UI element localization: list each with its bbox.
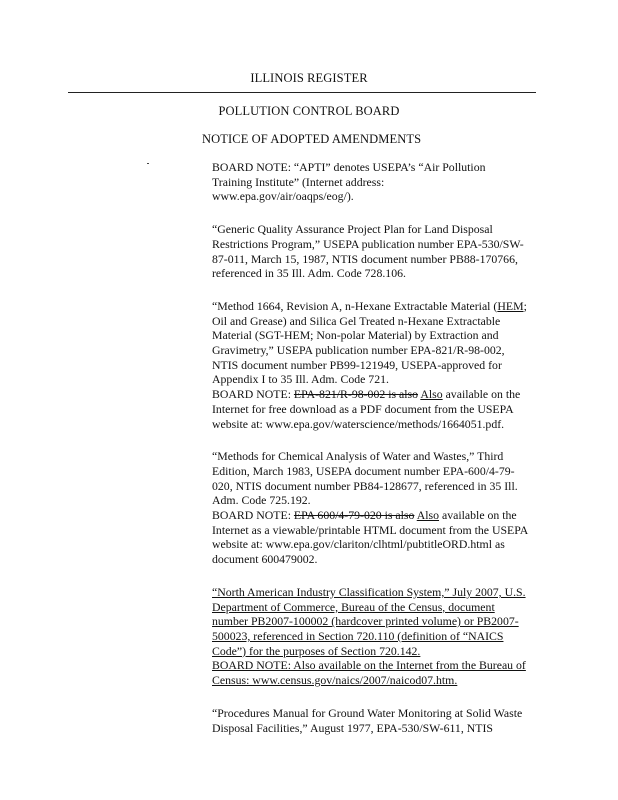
underlined-text: Also (420, 387, 443, 402)
underlined-text: Also (416, 508, 440, 523)
text-line (212, 252, 542, 267)
text-segment: Restrictions Program,” USEPA publication number EPA-530/SW- (212, 236, 524, 251)
paragraph (212, 160, 542, 204)
text-line (212, 706, 542, 721)
underlined-text: “North American Industry Classification System,” July 2007, U.S. (212, 584, 526, 599)
text-line (212, 387, 542, 402)
notice-title: NOTICE OF ADOPTED AMENDMENTS (202, 132, 422, 146)
text-segment: BOARD NOTE: (212, 508, 294, 523)
text-line (212, 449, 542, 464)
text-segment: “Method 1664, Revision A, n-Hexane Extractable Material ( (212, 298, 498, 313)
text-line (212, 237, 542, 252)
text-line (212, 328, 542, 343)
margin-mark (147, 163, 149, 164)
text-segment: Material (SGT-HEM; Non-polar Material) by Extraction and (212, 328, 499, 343)
underlined-text: BOARD NOTE: (212, 658, 291, 673)
board-title: POLLUTION CONTROL BOARD (218, 104, 400, 118)
text-line (212, 644, 542, 659)
header-rule (68, 92, 536, 93)
text-segment: BOARD NOTE: (212, 387, 294, 402)
struck-text: EPA 600/4-79-020 is also (293, 508, 415, 523)
text-segment: Internet for free download as a PDF document from the USEPA (212, 401, 514, 416)
text-line (212, 222, 542, 237)
text-line (212, 600, 542, 615)
text-segment: website at: www.epa.gov/clariton/clhtml/pubtitleORD.html as (212, 537, 505, 552)
underlined-text: HEM (497, 298, 524, 313)
underlined-text: Code”) for the purposes of Section 720.142. (212, 643, 421, 658)
text-segment: “Procedures Manual for Ground Water Monitoring at Solid Waste (212, 705, 523, 720)
text-line (212, 673, 542, 688)
text-segment: Oil and Grease) and Silica Gel Treated n-Hexane Extractable (212, 313, 501, 328)
text-segment: available on the (442, 387, 521, 402)
text-segment: www.epa.gov/air/oaqps/eog/). (212, 189, 354, 204)
text-segment: “Generic Quality Assurance Project Plan for Land Disposal (212, 222, 493, 237)
text-segment: 020, NTIS document number PB84-128677, referenced in 35 Ill. (212, 478, 518, 493)
text-line (212, 552, 542, 567)
text-line (212, 402, 542, 417)
underlined-text: Department of Commerce, Bureau of the Census, document (212, 599, 495, 614)
underlined-text: 500023, referenced in Section 720.110 (definition of “NAICS (212, 628, 504, 643)
text-segment: Edition, March 1983, USEPA document number EPA-600/4-79- (212, 463, 515, 478)
text-segment: Adm. Code 725.192. (212, 493, 311, 508)
text-line (212, 372, 542, 387)
text-line (212, 175, 542, 190)
paragraph (212, 449, 542, 567)
text-segment: ; (523, 298, 527, 313)
text-segment: 87-011, March 15, 1987, NTIS document number PB88-170766, (212, 251, 518, 266)
text-line (212, 479, 542, 494)
underlined-text: number PB2007-100002 (hardcover printed volume) or PB2007- (212, 614, 519, 629)
text-segment: website at: www.epa.gov/waterscience/methods/1664051.pdf. (212, 416, 505, 431)
text-segment: NTIS document number PB99-121949, USEPA-approved for (212, 357, 502, 372)
text-line (212, 314, 542, 329)
text-segment: Disposal Facilities,” August 1977, EPA-530/SW-611, NTIS (212, 720, 493, 735)
text-line (212, 523, 542, 538)
text-line (212, 493, 542, 508)
underlined-text: Also available on the Internet from the Bureau of (290, 658, 526, 673)
text-line (212, 160, 542, 175)
text-segment: Appendix I to 35 Ill. Adm. Code 721. (212, 372, 389, 387)
struck-text: EPA-821/R-98-002 is also (293, 387, 419, 402)
paragraph (212, 222, 542, 281)
text-line (212, 417, 542, 432)
text-line (212, 464, 542, 479)
text-line (212, 537, 542, 552)
notice-body (212, 160, 542, 753)
text-segment: Training Institute” (Internet address: (212, 174, 385, 189)
register-title: ILLINOIS REGISTER (250, 71, 368, 85)
text-segment: referenced in 35 Ill. Adm. Code 728.106. (212, 266, 406, 281)
paragraph (212, 299, 542, 431)
paragraph (212, 706, 542, 735)
text-line (212, 266, 542, 281)
text-line (212, 721, 542, 736)
text-line (212, 189, 542, 204)
text-line (212, 508, 542, 523)
text-line (212, 614, 542, 629)
text-segment: available on the (439, 508, 517, 523)
text-segment: Gravimetry,” USEPA publication number EPA-821/R-98-002, (212, 343, 505, 358)
text-line (212, 585, 542, 600)
text-segment: BOARD NOTE: “APTI” denotes USEPA’s “Air Pollution (212, 160, 486, 174)
text-line (212, 629, 542, 644)
text-segment: Internet as a viewable/printable HTML document from the USEPA (212, 522, 529, 537)
text-line (212, 343, 542, 358)
underlined-text: Census: www.census.gov/naics/2007/naicod07.htm. (212, 673, 458, 688)
text-line (212, 299, 542, 314)
text-line (212, 658, 542, 673)
text-segment: “Methods for Chemical Analysis of Water and Wastes,” Third (212, 449, 504, 464)
text-segment: document 600479002. (212, 552, 318, 567)
text-line (212, 358, 542, 373)
paragraph (212, 585, 542, 688)
